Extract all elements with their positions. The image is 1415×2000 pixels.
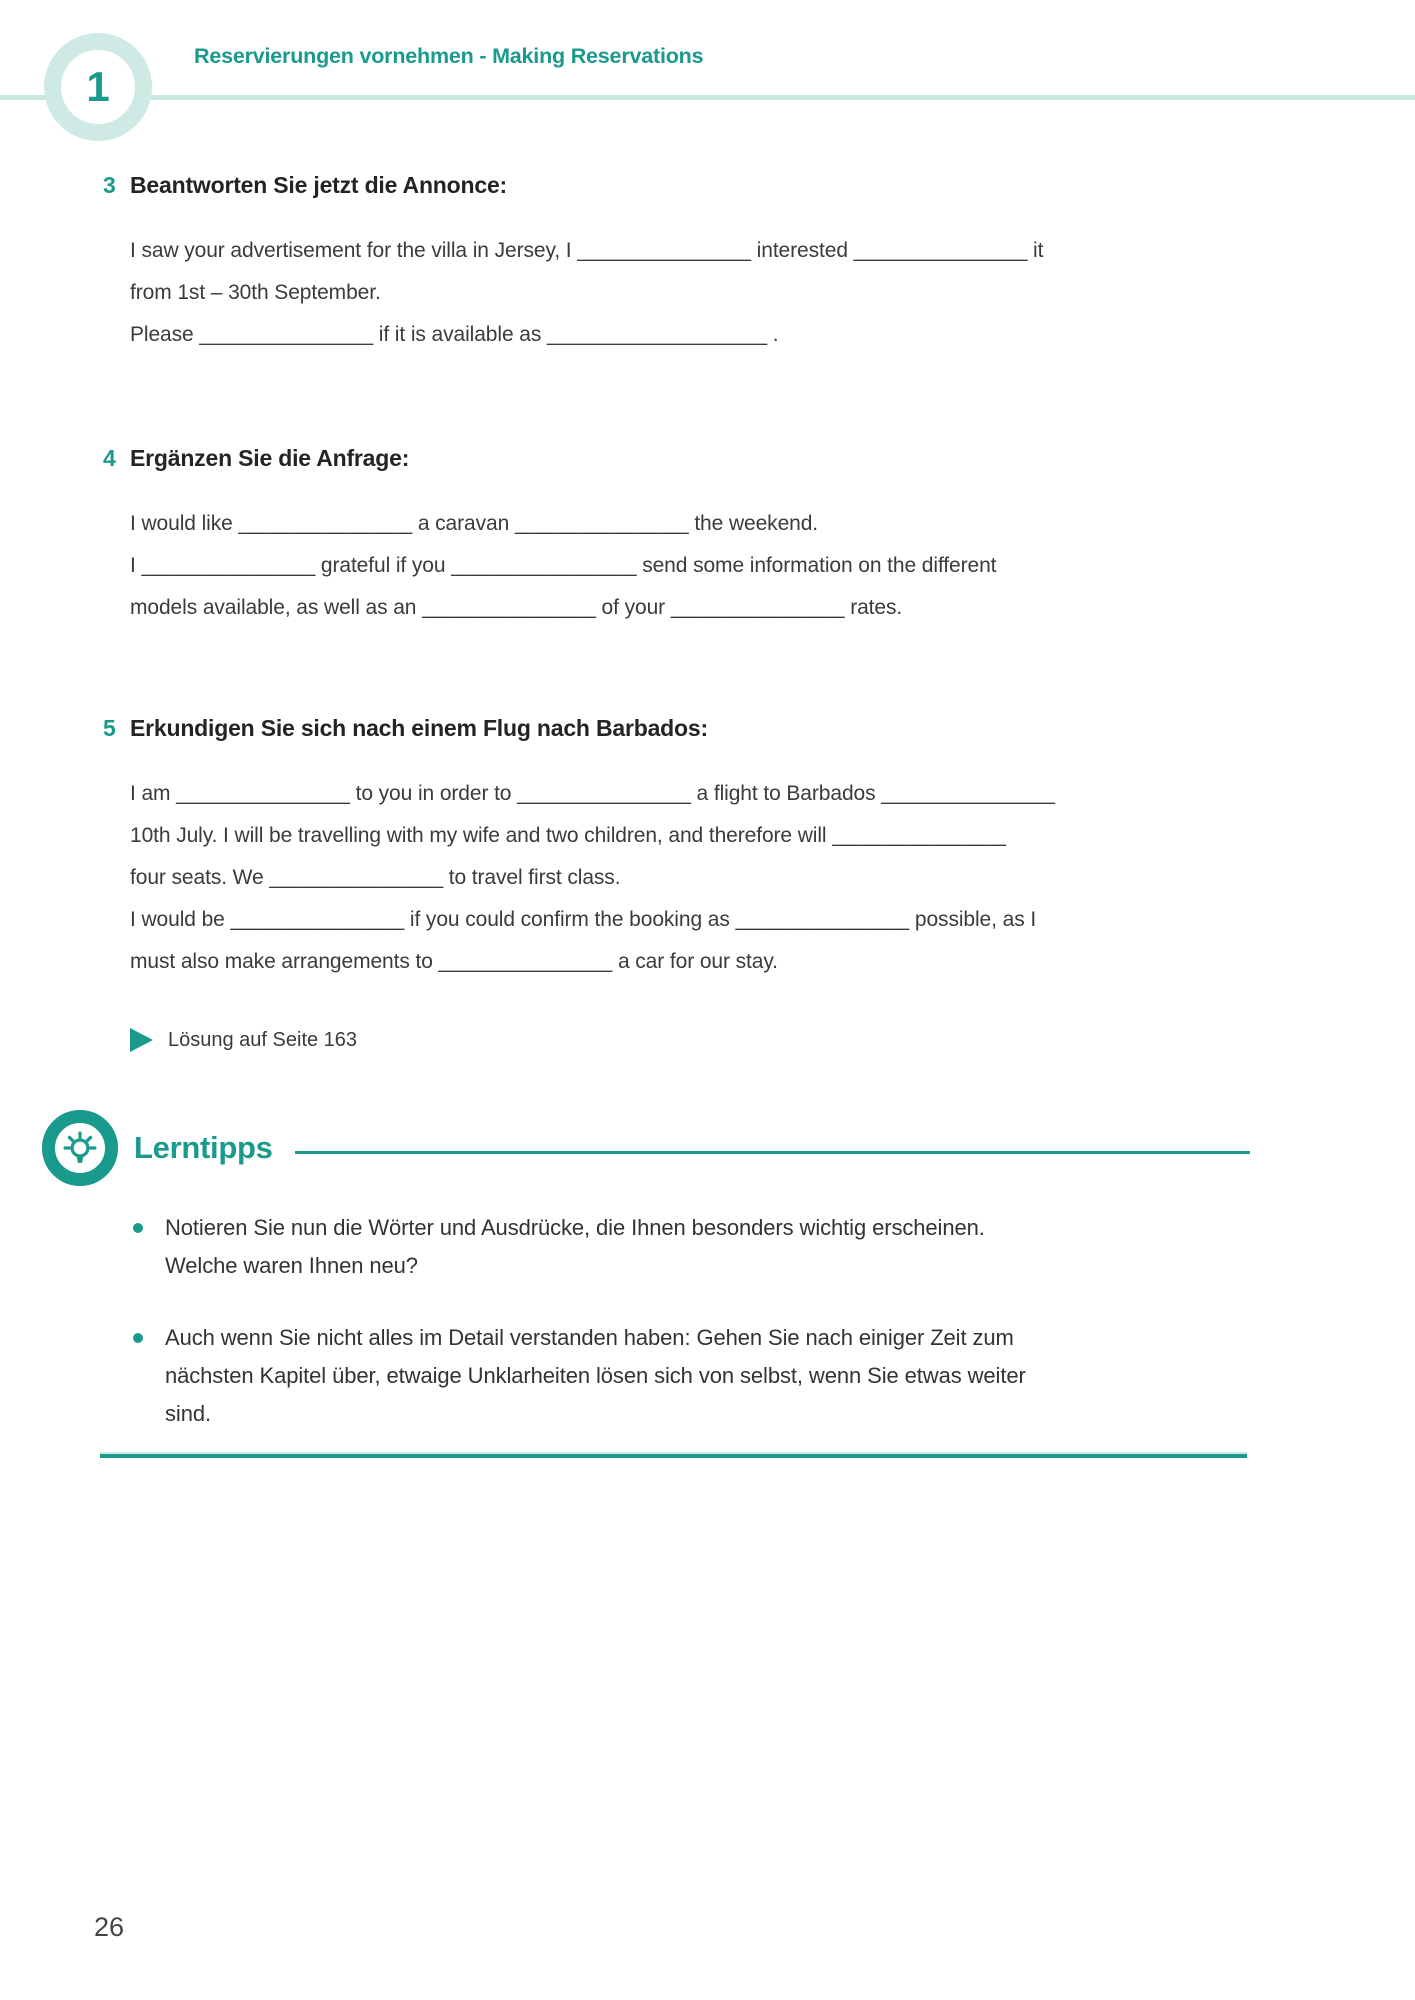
bullet-icon [133,1223,143,1233]
tip-line: Auch wenn Sie nicht alles im Detail verstanden haben: Gehen Sie nach einiger Zeit zum [165,1325,1014,1350]
exercise-body [103,230,1325,356]
bullet-icon [133,1333,143,1343]
section-divider [100,1454,1247,1458]
tip-item [133,1319,1325,1433]
tips-title: Lerntipps [134,1130,273,1165]
fill-in-line: I would be _______________ if you could confirm the booking as _______________ possible, as I [130,908,1037,931]
fill-in-line: models available, as well as an _______________ of your _______________ rates. [130,596,903,619]
tip-line: nächsten Kapitel über, etwaige Unklarheiten lösen sich von selbst, wenn Sie etwas weiter [165,1363,1026,1388]
header-rule [0,95,1415,100]
tip-line: Notieren Sie nun die Wörter und Ausdrücke, die Ihnen besonders wichtig erscheinen. [165,1215,985,1240]
exercise-5 [103,713,1325,983]
tips-rule [295,1151,1250,1154]
solution-label: Lösung auf Seite 163 [168,1028,358,1051]
exercise-number: 4 [103,445,116,471]
exercise-heading [103,443,1325,473]
exercise-body [103,773,1325,983]
tips-header [42,1110,1250,1186]
exercise-title: Beantworten Sie jetzt die Annonce: [130,172,508,198]
exercise-number: 5 [103,715,116,741]
exercise-3 [103,170,1325,356]
fill-in-line: from 1st – 30th September. [130,281,381,304]
tip-text [165,1319,1026,1433]
tip-text [165,1209,985,1285]
chapter-title: Reservierungen vornehmen - Making Reservations [194,44,704,68]
exercise-heading [103,170,1325,200]
triangle-right-icon [130,1028,153,1052]
lightbulb-icon [42,1110,118,1186]
solution-reference [130,1028,357,1052]
fill-in-line: must also make arrangements to _______________ a car for our stay. [130,950,778,973]
exercise-body [103,503,1325,629]
exercise-title: Erkundigen Sie sich nach einem Flug nach Barbados: [130,715,708,741]
fill-in-line: I am _______________ to you in order to _______________ a flight to Barbados _______________ [130,782,1055,805]
exercise-4 [103,443,1325,629]
fill-in-line: I would like _______________ a caravan _______________ the weekend. [130,512,819,535]
tip-line: Welche waren Ihnen neu? [165,1253,418,1278]
exercise-heading [103,713,1325,743]
tip-item [133,1209,1325,1285]
exercise-number: 3 [103,172,116,198]
fill-in-line: four seats. We _______________ to travel first class. [130,866,621,889]
exercise-title: Ergänzen Sie die Anfrage: [130,445,410,471]
fill-in-line: 10th July. I will be travelling with my wife and two children, and therefore will _______________ [130,824,1006,847]
page-number: 26 [94,1912,125,1942]
fill-in-line: I saw your advertisement for the villa in Jersey, I _______________ interested _______________ it [130,239,1044,262]
fill-in-line: I _______________ grateful if you ________________ send some information on the different [130,554,997,577]
chapter-number-badge [44,33,152,141]
tip-line: sind. [165,1401,211,1426]
chapter-number: 1 [86,63,110,110]
fill-in-line: Please _______________ if it is available as ___________________ . [130,323,779,346]
